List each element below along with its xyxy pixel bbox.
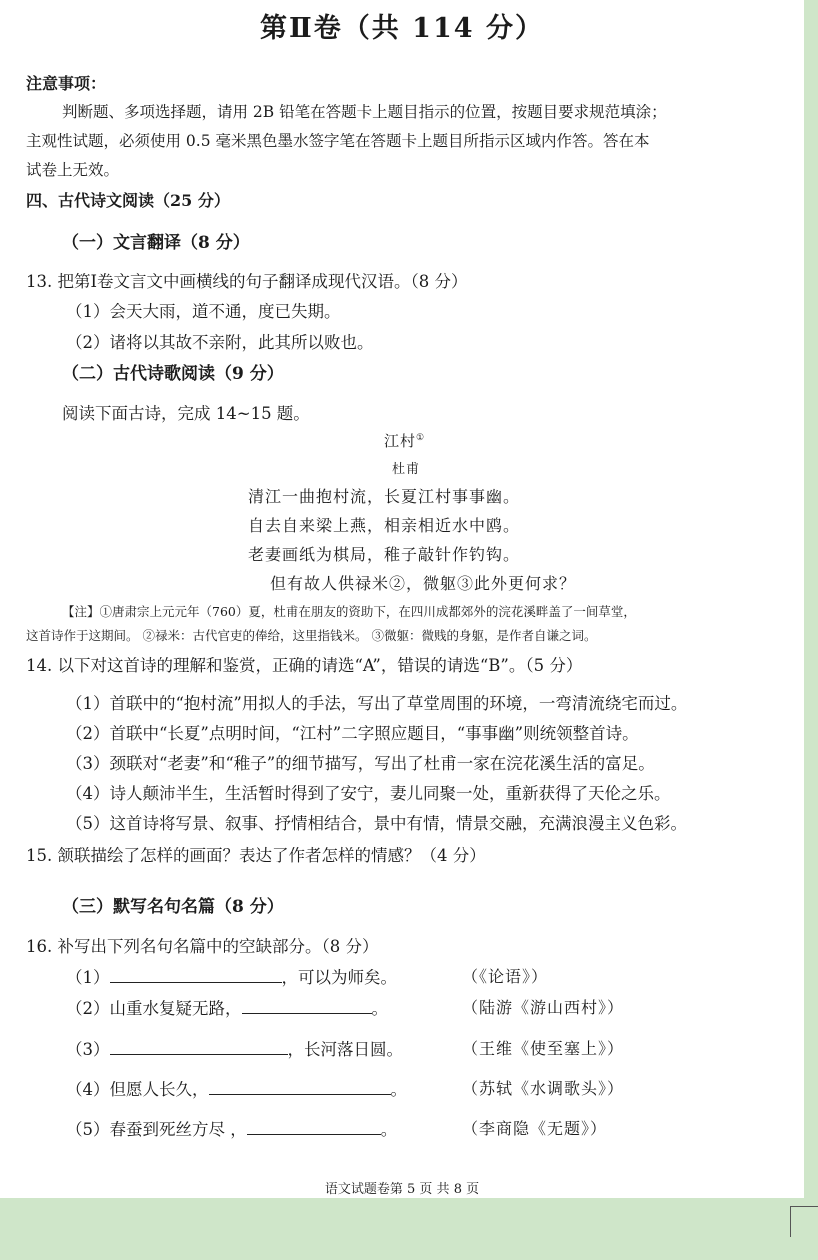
q14-option-3: （3）颈联对“老妻”和“稚子”的细节描写，写出了杜甫一家在浣花溪生活的富足。 bbox=[66, 754, 655, 773]
answer-blank bbox=[242, 999, 372, 1014]
notice-heading: 注意事项： bbox=[26, 74, 107, 93]
q14-option-5: （5）这首诗将写景、叙事、抒情相结合，景中有情，情景交融，充满浪漫主义色彩。 bbox=[66, 814, 687, 833]
fill-item-3 bbox=[66, 1036, 403, 1060]
fill-item-source: （李商隐《无题》） bbox=[462, 1119, 608, 1138]
section-4-heading: 四、古代诗文阅读（25 分） bbox=[26, 191, 230, 210]
fill-item-source: （王维《使至塞上》） bbox=[462, 1039, 625, 1058]
fill-item-before: 春蚕到死丝方尽 ， bbox=[109, 1120, 247, 1139]
part-1-heading: （一）文言翻译（8 分） bbox=[62, 233, 250, 253]
page-footer: 语文试题卷第 5 页 共 8 页 bbox=[324, 1182, 480, 1197]
fill-item-number: （4） bbox=[66, 1080, 110, 1099]
poem-title bbox=[384, 430, 425, 451]
poem-line-4: 但有故人供禄米②，微躯③此外更何求？ bbox=[270, 574, 577, 593]
poem-author: 杜甫 bbox=[392, 462, 421, 477]
fill-item-2 bbox=[66, 995, 388, 1019]
fill-item-after: 。 bbox=[390, 1080, 407, 1099]
question-15: 15. 颔联描绘了怎样的画面？表达了作者怎样的情感？（4 分） bbox=[26, 846, 486, 865]
fill-item-5 bbox=[66, 1116, 397, 1140]
notice-line-3: 试卷上无效。 bbox=[26, 161, 120, 179]
fill-item-before: 山重水复疑无路， bbox=[109, 999, 242, 1018]
poem-title-footnote-mark: ① bbox=[416, 433, 426, 443]
poem-note-line-2: 这首诗作于这期间。 ②禄米：古代官吏的俸给，这里指钱米。 ③微躯：微贱的身躯，是作者自谦之词。 bbox=[26, 628, 597, 643]
page-title: 第Ⅱ卷（共 114 分） bbox=[260, 13, 544, 44]
fill-item-number: （5） bbox=[66, 1120, 110, 1139]
poem-line-1: 清江一曲抱村流，长夏江村事事幽。 bbox=[248, 487, 521, 506]
poem-note-line-1: 【注】①唐肃宗上元元年（760）夏，杜甫在朋友的资助下，在四川成都郊外的浣花溪畔盖了一间草堂， bbox=[62, 604, 636, 619]
poem-title-text: 江村 bbox=[384, 432, 417, 450]
q13-sentence-1: （1）会天大雨，道不通，度已失期。 bbox=[66, 302, 341, 321]
part-3-heading: （三）默写名句名篇（8 分） bbox=[62, 897, 284, 917]
answer-blank bbox=[110, 968, 282, 983]
notice-line-1: 判断题、多项选择题，请用 2B 铅笔在答题卡上题目指示的位置，按题目要求规范填涂； bbox=[62, 103, 667, 121]
poem-line-2: 自去自来梁上燕，相亲相近水中鸥。 bbox=[248, 516, 521, 535]
fill-item-number: （3） bbox=[66, 1040, 110, 1059]
q14-option-1: （1）首联中的“抱村流”用拟人的手法，写出了草堂周围的环境，一弯清流绕宅而过。 bbox=[66, 694, 688, 713]
fill-item-4 bbox=[66, 1076, 407, 1100]
q13-sentence-2: （2）诸将以其故不亲附，此其所以败也。 bbox=[66, 333, 374, 352]
question-16: 16. 补写出下列名句名篇中的空缺部分。（8 分） bbox=[26, 937, 379, 956]
notice-line-2: 主观性试题，必须使用 0.5 毫米黑色墨水签字笔在答题卡上题目所指示区域内作答。答在本 bbox=[26, 132, 650, 150]
answer-blank bbox=[110, 1040, 288, 1055]
q14-option-2: （2）首联中“长夏”点明时间，“江村”二字照应题目，“事事幽”则统领整首诗。 bbox=[66, 724, 639, 743]
fill-item-before: 但愿人长久， bbox=[109, 1080, 209, 1099]
part-2-heading: （二）古代诗歌阅读（9 分） bbox=[62, 364, 284, 384]
fill-item-after: ，可以为师矣。 bbox=[281, 968, 397, 987]
poem-intro: 阅读下面古诗，完成 14~15 题。 bbox=[62, 404, 310, 423]
question-13: 13. 把第Ⅰ卷文言文中画横线的句子翻译成现代汉语。（8 分） bbox=[26, 272, 468, 291]
fill-item-after: 。 bbox=[380, 1120, 398, 1139]
fill-item-after: ，长河落日圆。 bbox=[287, 1040, 403, 1059]
fill-item-source: （苏轼《水调歌头》） bbox=[462, 1079, 625, 1098]
page-corner-mark bbox=[790, 1206, 818, 1237]
fill-item-number: （1） bbox=[66, 968, 110, 987]
fill-item-source: （陆游《游山西村》） bbox=[462, 998, 625, 1017]
question-14: 14. 以下对这首诗的理解和鉴赏，正确的请选“A”，错误的请选“B”。（5 分） bbox=[26, 656, 583, 675]
answer-blank bbox=[247, 1120, 381, 1135]
poem-line-3: 老妻画纸为棋局，稚子敲针作钓钩。 bbox=[248, 545, 521, 564]
q14-option-4: （4）诗人颠沛半生，生活暂时得到了安宁，妻儿同聚一处，重新获得了天伦之乐。 bbox=[66, 784, 671, 803]
fill-item-number: （2） bbox=[66, 999, 110, 1018]
fill-item-source: （《论语》） bbox=[462, 967, 549, 986]
fill-item-after: 。 bbox=[371, 999, 388, 1018]
answer-blank bbox=[209, 1080, 391, 1095]
fill-item-1 bbox=[66, 964, 397, 988]
